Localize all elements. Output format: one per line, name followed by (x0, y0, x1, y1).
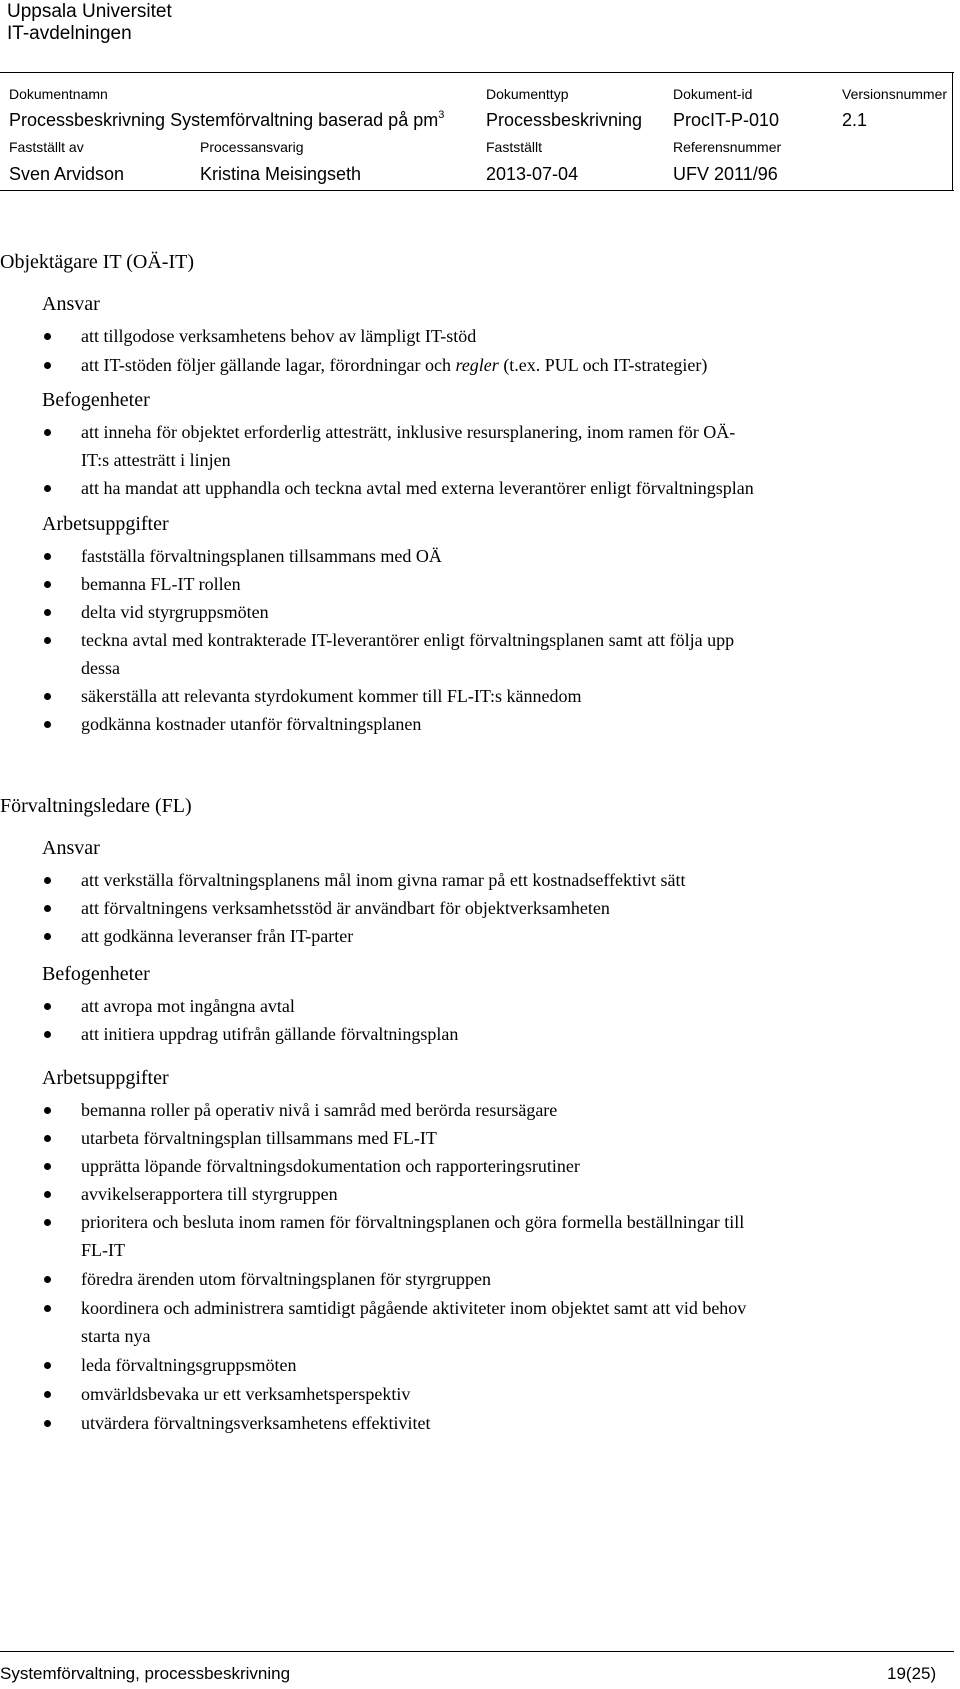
list-item-continuation: dessa (81, 658, 120, 678)
list-item: delta vid styrgruppsmöten (81, 602, 269, 622)
footer-rule (0, 1651, 954, 1652)
list-item: prioritera och besluta inom ramen för förvaltningsplanen och göra formella beställningar till (81, 1212, 745, 1232)
doc-type-value: Processbeskrivning (486, 110, 643, 130)
subheading-arbetsuppgifter: Arbetsuppgifter (42, 1067, 169, 1089)
bullet (44, 362, 51, 369)
bullet (44, 693, 51, 700)
list-item: säkerställa att relevanta styrdokument kommer till FL-IT:s kännedom (81, 686, 582, 706)
version-value: 2.1 (842, 110, 868, 130)
list-item: upprätta löpande förvaltningsdokumentation och rapporteringsrutiner (81, 1156, 580, 1176)
bullet (44, 1163, 51, 1170)
list-item: omvärldsbevaka ur ett verksamhetsperspektiv (81, 1384, 411, 1404)
subheading-ansvar: Ansvar (42, 837, 100, 859)
doc-name-value: Processbeskrivning Systemförvaltning baserad på $pm^3$ (9, 109, 445, 130)
list-item: att inneha för objektet erforderlig attesträtt, inklusive resursplanering, inom ramen för OÄ- (81, 422, 736, 442)
bullet (44, 933, 51, 940)
list-item: koordinera och administrera samtidigt pågående aktiviteter inom objektet samt att vid behov (81, 1298, 747, 1318)
bullet (44, 1219, 51, 1226)
list-item: fastställa förvaltningsplanen tillsammans med OÄ (81, 546, 442, 566)
bullet (44, 333, 51, 340)
bullet (44, 429, 51, 436)
list-item: att tillgodose verksamhetens behov av lämpligt IT-stöd (81, 326, 477, 346)
list-item-continuation: IT:s attesträtt i linjen (81, 450, 231, 470)
list-item-continuation: starta nya (81, 1326, 151, 1346)
list-item: utvärdera förvaltningsverksamhetens effektivitet (81, 1413, 431, 1433)
doc-id-value: ProcIT-P-010 (673, 110, 780, 130)
bullet (44, 637, 51, 644)
bullet (44, 1420, 51, 1427)
doc-id-label: Dokument-id (673, 86, 753, 102)
list-item: att ha mandat att upphandla och teckna avtal med externa leverantörer enligt förvaltningsplan (81, 478, 754, 498)
list-item: avvikelserapportera till styrgruppen (81, 1184, 338, 1204)
bullet (44, 877, 51, 884)
subheading-arbetsuppgifter: Arbetsuppgifter (42, 513, 169, 535)
list-item: leda förvaltningsgruppsmöten (81, 1355, 297, 1375)
list-item: att IT-stöden följer gällande lagar, förordningar och regler (t.ex. PUL och IT-strategier) (81, 355, 708, 375)
approved-date-value: 2013-07-04 (486, 164, 579, 184)
footer-title: Systemförvaltning, processbeskrivning (0, 1664, 291, 1683)
list-item: utarbeta förvaltningsplan tillsammans med FL-IT (81, 1128, 437, 1148)
approved-by-label: Fastställt av (9, 139, 84, 155)
section-title-objektagare: Objektägare IT (OÄ-IT) (0, 251, 194, 273)
list-item-continuation: FL-IT (81, 1240, 125, 1260)
reference-value: UFV 2011/96 (673, 164, 778, 184)
organization-name: Uppsala Universitet (7, 1, 172, 22)
doc-type-label: Dokumenttyp (486, 86, 569, 102)
bullet (44, 1276, 51, 1283)
subheading-befogenheter: Befogenheter (42, 963, 150, 985)
bullet (44, 1362, 51, 1369)
subheading-befogenheter: Befogenheter (42, 389, 150, 411)
bullet (44, 581, 51, 588)
bullet (44, 1031, 51, 1038)
bullet (44, 1107, 51, 1114)
list-item: bemanna roller på operativ nivå i samråd med berörda resursägare (81, 1100, 558, 1120)
bullet (44, 1003, 51, 1010)
header-right-rule (952, 72, 953, 190)
process-owner-label: Processansvarig (200, 139, 304, 155)
doc-name-label: Dokumentnamn (9, 86, 108, 102)
list-item: att initiera uppdrag utifrån gällande förvaltningsplan (81, 1024, 459, 1044)
bullet (44, 1391, 51, 1398)
list-item: bemanna FL-IT rollen (81, 574, 241, 594)
approved-by-value: Sven Arvidson (9, 164, 125, 184)
bullet (44, 1135, 51, 1142)
bullet (44, 1191, 51, 1198)
list-item: att förvaltningens verksamhetsstöd är användbart för objektverksamheten (81, 898, 610, 918)
list-item: att godkänna leveranser från IT-parter (81, 926, 354, 946)
list-item: att verkställa förvaltningsplanens mål inom givna ramar på ett kostnadseffektivt sätt (81, 870, 686, 890)
list-item: godkänna kostnader utanför förvaltningsplanen (81, 714, 422, 734)
department-name: IT-avdelningen (7, 23, 132, 44)
version-label: Versionsnummer (842, 86, 948, 102)
bullet (44, 485, 51, 492)
reference-label: Referensnummer (673, 139, 782, 155)
approved-label: Fastställt (486, 139, 543, 155)
section-title-forvaltningsledare: Förvaltningsledare (FL) (0, 795, 192, 817)
bullet (44, 905, 51, 912)
page-number: 19(25) (887, 1664, 937, 1683)
bullet (44, 553, 51, 560)
header-top-rule (0, 72, 954, 73)
bullet (44, 721, 51, 728)
header-bottom-rule (0, 190, 954, 191)
list-item: teckna avtal med kontrakterade IT-leverantörer enligt förvaltningsplanen samt att följa upp (81, 630, 735, 650)
bullet (44, 1305, 51, 1312)
subheading-ansvar: Ansvar (42, 293, 100, 315)
list-item: att avropa mot ingångna avtal (81, 996, 295, 1016)
bullet (44, 609, 51, 616)
list-item: föredra ärenden utom förvaltningsplanen för styrgruppen (81, 1269, 492, 1289)
process-owner-value: Kristina Meisingseth (200, 164, 362, 184)
